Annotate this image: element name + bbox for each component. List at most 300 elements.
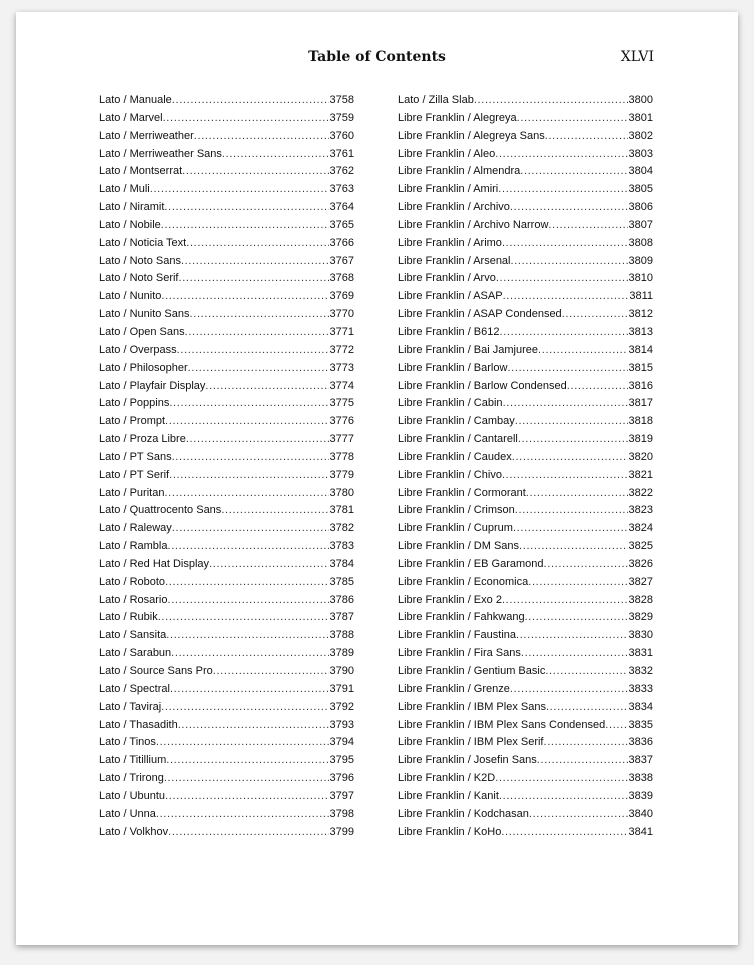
toc-entry[interactable] xyxy=(398,326,653,344)
toc-entry[interactable] xyxy=(99,237,354,255)
dot-leader xyxy=(502,594,628,606)
toc-entry[interactable] xyxy=(99,469,354,487)
toc-entry-label: Lato / Spectral xyxy=(99,682,170,695)
toc-entry-page: 3798 xyxy=(329,807,354,820)
toc-entry-page: 3819 xyxy=(628,433,653,446)
toc-entry-label: Libre Franklin / Kanit xyxy=(398,789,499,802)
toc-entry-page: 3773 xyxy=(329,361,354,374)
toc-entry-label: Libre Franklin / Chivo xyxy=(398,468,502,481)
toc-entry-page: 3808 xyxy=(628,236,653,249)
toc-entry[interactable] xyxy=(398,719,653,737)
toc-entry-page: 3802 xyxy=(628,129,653,142)
toc-entry[interactable] xyxy=(398,826,653,844)
dot-leader xyxy=(185,326,329,338)
toc-entry-label: Lato / PT Serif xyxy=(99,468,170,481)
toc-entry-page: 3767 xyxy=(329,254,354,267)
dot-leader xyxy=(562,308,628,320)
toc-entry-label: Libre Franklin / Caudex xyxy=(398,450,512,463)
dot-leader xyxy=(181,255,329,267)
toc-entry[interactable] xyxy=(398,397,653,415)
toc-entry-label: Lato / Noticia Text xyxy=(99,236,187,249)
toc-entry-label: Libre Franklin / Gentium Basic xyxy=(398,665,546,677)
toc-entry-label: Libre Franklin / IBM Plex Serif xyxy=(398,736,544,749)
toc-column-left xyxy=(99,94,354,843)
toc-entry-label: Libre Franklin / Cabin xyxy=(398,397,503,410)
toc-entry[interactable] xyxy=(99,790,354,808)
toc-entry-page: 3841 xyxy=(628,825,653,838)
toc-entry-label: Libre Franklin / Crimson xyxy=(398,504,515,517)
toc-entry-page: 3824 xyxy=(628,522,653,535)
toc-entry-label: Libre Franklin / EB Garamond xyxy=(398,557,544,570)
dot-leader xyxy=(544,558,628,570)
toc-entry-label: Libre Franklin / Faustina xyxy=(398,629,516,642)
dot-leader xyxy=(521,647,628,659)
toc-entry[interactable] xyxy=(398,736,653,754)
toc-entry[interactable] xyxy=(398,504,653,522)
toc-entry-page: 3811 xyxy=(629,290,653,303)
dot-leader xyxy=(518,433,628,445)
dot-leader xyxy=(529,808,628,820)
toc-entry[interactable] xyxy=(99,433,354,451)
toc-entry[interactable] xyxy=(398,665,653,683)
toc-entry[interactable] xyxy=(398,130,653,148)
dot-leader xyxy=(519,540,627,552)
toc-entry-label: Lato / Quattrocento Sans xyxy=(99,504,222,517)
toc-entry-page: 3777 xyxy=(329,433,354,446)
dot-leader xyxy=(165,415,328,427)
toc-entry-page: 3807 xyxy=(628,218,653,231)
dot-leader xyxy=(169,469,328,481)
toc-entry-label: Libre Franklin / Kodchasan xyxy=(398,807,529,820)
toc-entry[interactable] xyxy=(99,576,354,594)
toc-entry-page: 3814 xyxy=(628,343,653,356)
toc-entry-label: Libre Franklin / Alegreya Sans xyxy=(398,129,545,142)
dot-leader xyxy=(503,290,629,302)
toc-entry[interactable] xyxy=(99,94,354,112)
dot-leader xyxy=(495,772,627,784)
toc-entry[interactable] xyxy=(99,701,354,719)
toc-entry-page: 3828 xyxy=(628,593,653,606)
toc-entry[interactable] xyxy=(99,522,354,540)
toc-entry[interactable] xyxy=(398,415,653,433)
toc-entry-label: Libre Franklin / Arvo xyxy=(398,272,496,285)
dot-leader xyxy=(513,522,628,534)
toc-entry-label: Lato / Rambla xyxy=(99,540,168,553)
toc-entry-label: Lato / Red Hat Display xyxy=(99,557,210,570)
toc-entry-label: Lato / Marvel xyxy=(99,111,163,124)
toc-entry-page: 3810 xyxy=(628,272,653,285)
toc-entry-label: Lato / Montserrat xyxy=(99,165,183,178)
toc-entry[interactable] xyxy=(99,808,354,826)
dot-leader xyxy=(190,308,329,320)
dot-leader xyxy=(515,504,628,516)
toc-entry-label: Lato / Tinos xyxy=(99,736,156,749)
toc-entry-page: 3785 xyxy=(329,575,354,588)
toc-entry[interactable] xyxy=(99,504,354,522)
toc-entry[interactable] xyxy=(99,362,354,380)
toc-entry[interactable] xyxy=(398,540,653,558)
toc-entry[interactable] xyxy=(99,629,354,647)
dot-leader xyxy=(209,558,328,570)
toc-entry-page: 3791 xyxy=(329,682,354,695)
toc-entry-label: Libre Franklin / Economica xyxy=(398,575,529,588)
dot-leader xyxy=(525,611,628,623)
toc-entry[interactable] xyxy=(398,272,653,290)
dot-leader xyxy=(167,540,328,552)
dot-leader xyxy=(507,362,627,374)
dot-leader xyxy=(161,701,328,713)
toc-entry-page: 3793 xyxy=(329,718,354,731)
toc-entry[interactable] xyxy=(99,344,354,362)
toc-entry[interactable] xyxy=(398,594,653,612)
dot-leader xyxy=(548,219,627,231)
toc-entry-page: 3797 xyxy=(329,789,354,802)
toc-entry[interactable] xyxy=(398,201,653,219)
toc-entry[interactable] xyxy=(398,148,653,166)
toc-entry-page: 3821 xyxy=(628,468,653,481)
dot-leader xyxy=(166,754,328,766)
dot-leader xyxy=(164,772,329,784)
toc-entry-label: Libre Franklin / Archivo xyxy=(398,201,510,214)
dot-leader xyxy=(170,683,329,695)
toc-entry[interactable] xyxy=(99,647,354,665)
toc-entry-label: Lato / Zilla Slab xyxy=(398,94,474,106)
toc-entry-label: Libre Franklin / Josefin Sans xyxy=(398,754,537,767)
toc-entry[interactable] xyxy=(99,611,354,629)
toc-entry[interactable] xyxy=(398,469,653,487)
toc-entry-page: 3839 xyxy=(628,789,653,802)
toc-entry-page: 3827 xyxy=(628,575,653,588)
dot-leader xyxy=(495,148,627,160)
dot-leader xyxy=(546,701,628,713)
toc-entry-page: 3779 xyxy=(329,468,354,481)
toc-entry-label: Lato / Trirong xyxy=(99,772,164,785)
toc-entry-label: Lato / Puritan xyxy=(99,486,165,499)
toc-entry[interactable] xyxy=(99,130,354,148)
dot-leader xyxy=(186,237,328,249)
dot-leader xyxy=(501,826,627,838)
toc-entry-page: 3795 xyxy=(329,754,354,767)
dot-leader xyxy=(205,380,328,392)
toc-entry-page: 3760 xyxy=(329,129,354,142)
toc-entry-page: 3815 xyxy=(628,361,653,374)
dot-leader xyxy=(167,594,328,606)
toc-entry-label: Libre Franklin / Almendra xyxy=(398,165,521,178)
dot-leader xyxy=(172,451,329,463)
toc-entry-label: Lato / Noto Sans xyxy=(99,254,181,267)
toc-entry[interactable] xyxy=(99,290,354,308)
dot-leader xyxy=(502,237,628,249)
dot-leader xyxy=(194,130,329,142)
toc-entry-label: Libre Franklin / ASAP xyxy=(398,290,503,303)
dot-leader xyxy=(164,487,328,499)
toc-entry-page: 3806 xyxy=(628,201,653,214)
toc-entry[interactable] xyxy=(398,451,653,469)
dot-leader xyxy=(179,272,329,284)
toc-entry-page: 3803 xyxy=(628,147,653,160)
dot-leader xyxy=(150,183,329,195)
toc-entry-label: Lato / Nobile xyxy=(99,218,161,231)
toc-entry-page: 3786 xyxy=(329,593,354,606)
toc-entry-label: Libre Franklin / Archivo Narrow xyxy=(398,218,549,231)
dot-leader xyxy=(177,344,329,356)
dot-leader xyxy=(169,397,328,409)
toc-entry-label: Libre Franklin / Barlow Condensed xyxy=(398,379,567,392)
toc-entry-page: 3832 xyxy=(628,665,653,677)
toc-entry[interactable] xyxy=(398,433,653,451)
dot-leader xyxy=(515,415,628,427)
toc-entry-page: 3792 xyxy=(329,700,354,713)
toc-entry[interactable] xyxy=(99,165,354,183)
toc-entry-page: 3799 xyxy=(329,825,354,838)
toc-entry[interactable] xyxy=(99,540,354,558)
toc-entry-page: 3822 xyxy=(628,486,653,499)
toc-entry-page: 3778 xyxy=(329,450,354,463)
toc-entry-label: Libre Franklin / Alegreya xyxy=(398,111,517,124)
toc-entry-label: Libre Franklin / Aleo xyxy=(398,147,496,160)
toc-entry[interactable] xyxy=(398,754,653,772)
toc-entry-label: Lato / Playfair Display xyxy=(99,379,206,392)
dot-leader xyxy=(528,576,627,588)
dot-leader xyxy=(520,165,627,177)
toc-entry-page: 3809 xyxy=(628,254,653,267)
dot-leader xyxy=(156,808,329,820)
toc-entry-label: Lato / Philosopher xyxy=(99,361,188,374)
toc-entry-page: 3800 xyxy=(628,94,653,106)
dot-leader xyxy=(510,201,628,213)
toc-entry-page: 3835 xyxy=(628,718,653,731)
toc-entry[interactable] xyxy=(398,611,653,629)
toc-entry-label: Lato / Roboto xyxy=(99,575,166,588)
toc-entry[interactable] xyxy=(398,165,653,183)
toc-entry-label: Lato / Niramit xyxy=(99,201,165,214)
toc-entry[interactable] xyxy=(99,308,354,326)
dot-leader xyxy=(498,183,627,195)
toc-entry[interactable] xyxy=(398,701,653,719)
toc-entry-label: Libre Franklin / DM Sans xyxy=(398,540,520,553)
toc-entry[interactable] xyxy=(398,808,653,826)
toc-entry[interactable] xyxy=(398,380,653,398)
toc-entry-page: 3813 xyxy=(628,325,653,338)
toc-entry-page: 3826 xyxy=(628,557,653,570)
dot-leader xyxy=(502,469,628,481)
page-number: XLVI xyxy=(620,49,654,65)
toc-entry-page: 3812 xyxy=(628,308,653,321)
toc-entry[interactable] xyxy=(398,558,653,576)
dot-leader xyxy=(166,629,328,641)
toc-entry-label: Lato / Source Sans Pro xyxy=(99,665,213,677)
toc-entry-label: Lato / Muli xyxy=(99,183,150,196)
toc-entry-label: Lato / Titillium xyxy=(99,754,167,767)
toc-entry-page: 3789 xyxy=(329,647,354,660)
toc-entry-page: 3770 xyxy=(329,308,354,321)
toc-entry-label: Lato / Volkhov xyxy=(99,825,169,838)
toc-entry[interactable] xyxy=(398,219,653,237)
dot-leader xyxy=(221,504,328,516)
dot-leader xyxy=(171,647,328,659)
dot-leader xyxy=(165,576,328,588)
toc-entry[interactable] xyxy=(99,558,354,576)
toc-entry-label: Libre Franklin / Exo 2 xyxy=(398,593,502,606)
toc-entry-page: 3788 xyxy=(329,629,354,642)
toc-entry[interactable] xyxy=(99,397,354,415)
toc-entry-label: Libre Franklin / Cormorant xyxy=(398,486,526,499)
toc-entry-page: 3782 xyxy=(329,522,354,535)
toc-entry-page: 3836 xyxy=(628,736,653,749)
toc-entry-label: Lato / Sarabun xyxy=(99,647,172,660)
toc-entry-page: 3823 xyxy=(628,504,653,517)
toc-entry-label: Lato / PT Sans xyxy=(99,450,172,463)
dot-leader xyxy=(605,719,627,731)
toc-entry-page: 3831 xyxy=(628,647,653,660)
dot-leader xyxy=(526,487,628,499)
toc-entry[interactable] xyxy=(398,290,653,308)
toc-entry-label: Libre Franklin / ASAP Condensed xyxy=(398,308,562,321)
document-page xyxy=(16,12,738,945)
toc-entry[interactable] xyxy=(99,487,354,505)
toc-entry-label: Libre Franklin / Cantarell xyxy=(398,433,518,446)
dot-leader xyxy=(213,665,329,677)
toc-entry[interactable] xyxy=(398,112,653,130)
toc-entry[interactable] xyxy=(99,415,354,433)
toc-entry-page: 3765 xyxy=(329,218,354,231)
toc-entry-label: Lato / Merriweather Sans xyxy=(99,147,222,160)
toc-entry[interactable] xyxy=(398,683,653,701)
toc-entry-page: 3774 xyxy=(329,379,354,392)
toc-entry-page: 3769 xyxy=(329,290,354,303)
dot-leader xyxy=(545,130,628,142)
toc-entry-page: 3837 xyxy=(628,754,653,767)
toc-entry[interactable] xyxy=(398,362,653,380)
toc-entry-label: Libre Franklin / Cambay xyxy=(398,415,515,428)
toc-entry-page: 3804 xyxy=(628,165,653,178)
dot-leader xyxy=(186,433,329,445)
dot-leader xyxy=(161,290,328,302)
toc-entry[interactable] xyxy=(99,255,354,273)
toc-entry-label: Lato / Manuale xyxy=(99,94,172,106)
toc-entry-page: 3805 xyxy=(628,183,653,196)
toc-entry-label: Libre Franklin / IBM Plex Sans Condensed xyxy=(398,718,606,731)
toc-entry[interactable] xyxy=(99,736,354,754)
dot-leader xyxy=(164,201,328,213)
toc-entry[interactable] xyxy=(99,183,354,201)
toc-entry[interactable] xyxy=(99,201,354,219)
toc-entry[interactable] xyxy=(99,272,354,290)
toc-entry-label: Libre Franklin / Fira Sans xyxy=(398,647,521,660)
toc-entry[interactable] xyxy=(398,790,653,808)
toc-entry-label: Lato / Prompt xyxy=(99,415,166,428)
dot-leader xyxy=(161,219,329,231)
toc-entry-label: Lato / Proza Libre xyxy=(99,433,186,446)
dot-leader xyxy=(503,397,628,409)
dot-leader xyxy=(158,611,329,623)
toc-entry-page: 3762 xyxy=(329,165,354,178)
toc-entry-page: 3816 xyxy=(628,379,653,392)
toc-entry[interactable] xyxy=(398,183,653,201)
toc-entry-page: 3763 xyxy=(329,183,354,196)
toc-entry-label: Libre Franklin / Grenze xyxy=(398,682,510,695)
toc-entry-page: 3764 xyxy=(329,201,354,214)
toc-entry[interactable] xyxy=(99,754,354,772)
dot-leader xyxy=(188,362,329,374)
toc-entry[interactable] xyxy=(398,576,653,594)
toc-entry[interactable] xyxy=(398,94,653,112)
toc-entry-label: Libre Franklin / Barlow xyxy=(398,361,508,374)
toc-entry[interactable] xyxy=(99,719,354,737)
page-title: Table of Contents xyxy=(308,49,446,65)
toc-entry-page: 3783 xyxy=(329,540,354,553)
toc-entry-label: Libre Franklin / K2D xyxy=(398,772,496,785)
toc-entry-page: 3818 xyxy=(628,415,653,428)
toc-entry-page: 3820 xyxy=(628,450,653,463)
toc-entry-label: Lato / Poppins xyxy=(99,397,170,410)
toc-entry-label: Lato / Nunito xyxy=(99,290,162,303)
toc-entry-page: 3794 xyxy=(329,736,354,749)
toc-entry-label: Libre Franklin / IBM Plex Sans xyxy=(398,700,546,713)
toc-entry-page: 3825 xyxy=(628,540,653,553)
toc-entry-page: 3761 xyxy=(329,147,354,160)
toc-entry-label: Lato / Thasadith xyxy=(99,718,178,731)
toc-entry[interactable] xyxy=(99,665,354,683)
toc-entry[interactable] xyxy=(99,826,354,844)
toc-entry[interactable] xyxy=(99,772,354,790)
toc-entry-page: 3829 xyxy=(628,611,653,624)
dot-leader xyxy=(544,736,628,748)
toc-entry-page: 3833 xyxy=(628,682,653,695)
dot-leader xyxy=(182,165,328,177)
toc-entry[interactable] xyxy=(398,772,653,790)
toc-entry[interactable] xyxy=(398,647,653,665)
toc-entry[interactable] xyxy=(398,487,653,505)
dot-leader xyxy=(172,94,329,106)
toc-entry[interactable] xyxy=(99,148,354,166)
toc-entry[interactable] xyxy=(99,219,354,237)
toc-entry-page: 3834 xyxy=(628,700,653,713)
toc-entry-page: 3759 xyxy=(329,111,354,124)
toc-entry[interactable] xyxy=(398,255,653,273)
toc-entry-page: 3766 xyxy=(329,236,354,249)
toc-entry-label: Libre Franklin / Bai Jamjuree xyxy=(398,343,539,356)
toc-entry-label: Lato / Rosario xyxy=(99,593,168,606)
toc-entry[interactable] xyxy=(99,112,354,130)
toc-entry-label: Lato / Taviraj xyxy=(99,700,162,713)
toc-column-right xyxy=(398,94,653,843)
toc-entry-page: 3790 xyxy=(329,665,354,677)
toc-entry-page: 3840 xyxy=(628,807,653,820)
toc-entry[interactable] xyxy=(398,629,653,647)
dot-leader xyxy=(511,255,628,267)
dot-leader xyxy=(567,380,628,392)
toc-entry[interactable] xyxy=(99,326,354,344)
toc-entry[interactable] xyxy=(99,451,354,469)
toc-entry[interactable] xyxy=(99,683,354,701)
toc-entry-page: 3784 xyxy=(329,557,354,570)
toc-entry[interactable] xyxy=(398,344,653,362)
toc-entry-page: 3776 xyxy=(329,415,354,428)
toc-entry[interactable] xyxy=(99,380,354,398)
dot-leader xyxy=(222,148,329,160)
toc-entry[interactable] xyxy=(398,522,653,540)
toc-entry-label: Libre Franklin / Cuprum xyxy=(398,522,513,535)
dot-leader xyxy=(545,665,627,677)
toc-entry-label: Lato / Nunito Sans xyxy=(99,308,190,321)
dot-leader xyxy=(510,683,628,695)
toc-entry[interactable] xyxy=(99,594,354,612)
toc-entry-label: Libre Franklin / Arsenal xyxy=(398,254,511,267)
toc-entry[interactable] xyxy=(398,308,653,326)
dot-leader xyxy=(156,736,329,748)
toc-entry[interactable] xyxy=(398,237,653,255)
